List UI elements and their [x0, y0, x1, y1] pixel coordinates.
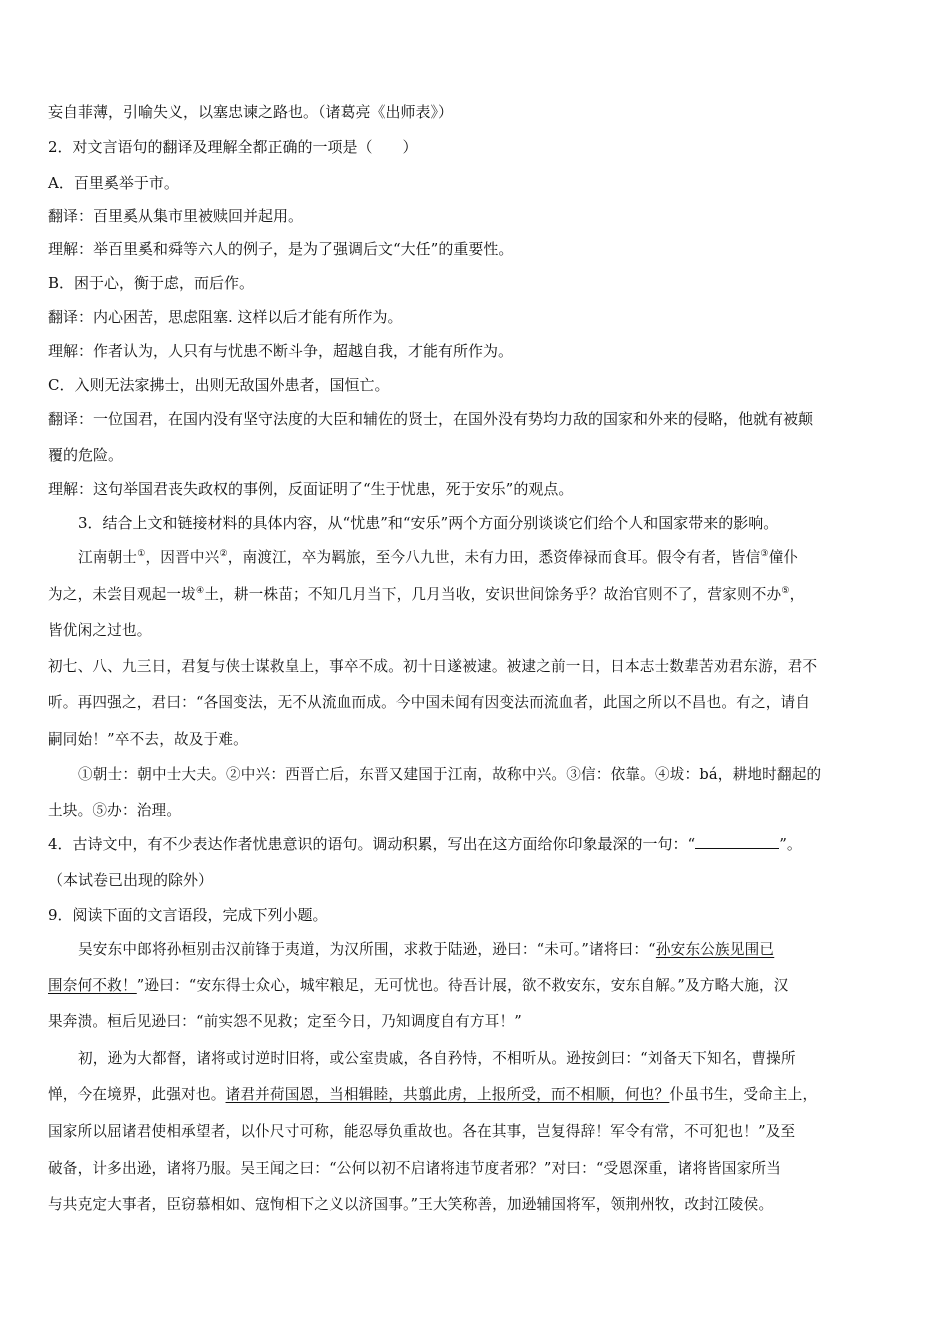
option-a-understanding: 理解：举百里奚和舜等六人的例子，是为了强调后文“大任”的重要性。 [48, 240, 514, 258]
question-4 [48, 833, 802, 854]
question-4-close: ”。 [779, 835, 802, 853]
classical-passage-line: 国家所以屈诸君使相承望者，以仆尺寸可称，能忍辱负重故也。各在其事，岂复得辞！军令有常，不可犯也！”及至 [48, 1123, 796, 1140]
option-c: C．入则无法家拂士，出则无敌国外患者，国恒亡。 [48, 376, 390, 394]
underlined-sentence: 孙安东公族见围已 [655, 941, 775, 958]
classical-passage-line [48, 974, 789, 995]
classical-passage-line: 破备，计多出逊，诸将乃服。吴王闻之曰：“公何以初不启诸将违节度者邪？”对曰：“受恩深重，诸将皆国家所当 [48, 1160, 782, 1177]
option-b-translation: 翻译：内心困苦，思虑阻塞. 这样以后才能有所作为。 [48, 308, 403, 326]
text-line: 妄自菲薄，引喻失义，以塞忠谏之路也。（诸葛亮《出师表》） [48, 103, 454, 121]
annotation-notes-cont: 土块。⑤办：治理。 [48, 802, 182, 819]
passage-text: 吴安东中郎将孙桓别击汉前锋于夷道，为汉所围，求救于陆逊，逊曰：“未可。”诸将曰：“ [78, 941, 656, 958]
underlined-sentence: 诸君并荷国恩，当相辑睦，共翦此虏，上报所受，而不相顺，何也？ [225, 1086, 670, 1103]
question-9: 9．阅读下面的文言语段，完成下列小题。 [48, 906, 328, 924]
passage-2-line: 听。再四强之，君曰：“各国变法，无不从流血而成。今中国未闻有因变法而流血者，此国之所以不昌也。有之，请自 [48, 694, 811, 711]
classical-passage-line [78, 938, 774, 959]
question-4-note: （本试卷已出现的除外） [48, 871, 214, 889]
classical-passage-line: 与共克定大事者，臣窃慕相如、寇恂相下之义以济国事。”王大笑称善，加逊辅国将军，领荆州牧，改封江陵侯。 [48, 1196, 774, 1213]
passage-2-line: 嗣同始！”卒不去，故及于难。 [48, 731, 248, 748]
question-4-text: 4．古诗文中，有不少表达作者忧患意识的语句。调动积累，写出在这方面给你印象最深的一句：“ [48, 835, 696, 853]
passage-text: ”逊曰：“安东得士众心，城牢粮足，无可忧也。待吾计展，欲不救安东，安东自解。”及方略大施，汉 [136, 977, 789, 994]
passage-text: 惮，今在境界，此强对也。 [48, 1086, 226, 1103]
option-b: B．困于心，衡于虑，而后作。 [48, 274, 255, 292]
annotation-notes: ①朝士：朝中士大夫。②中兴：西晋亡后，东晋又建国于江南，故称中兴。③信：依靠。④坺：bá，耕地时翻起的 [78, 766, 822, 783]
question-2: 2．对文言语句的翻译及理解全都正确的一项是（ ） [48, 138, 418, 156]
classical-passage-line [48, 1083, 817, 1104]
option-c-translation-cont: 覆的危险。 [48, 446, 124, 464]
option-c-translation: 翻译：一位国君，在国内没有坚守法度的大臣和辅佐的贤士，在国外没有势均力敌的国家和外来的侵略，他就有被颠 [48, 410, 814, 428]
passage-1-line: 为之，未尝目观起一坺④土，耕一株苗；不知几月当下，几月当收，安识世间馀务乎？故治官则不了，营家则不办⑤， [48, 586, 805, 603]
option-a-translation: 翻译：百里奚从集市里被赎回并起用。 [48, 207, 304, 225]
passage-text: 仆虽书生，受命主上， [669, 1086, 818, 1103]
passage-2-line: 初七、八、九三日，君复与侠士谋救皇上，事卒不成。初十日遂被逮。被逮之前一日，日本志士数辈苦劝君东游，君不 [48, 658, 818, 675]
passage-1-line: 皆优闲之过也。 [48, 622, 152, 639]
question-3: 3．结合上文和链接材料的具体内容，从“忧患”和“安乐”两个方面分别谈谈它们给个人和国家带来的影响。 [78, 514, 779, 532]
option-b-understanding: 理解：作者认为，人只有与忧患不断斗争，超越自我，才能有所作为。 [48, 342, 514, 360]
passage-1-line: 江南朝士①，因晋中兴②，南渡江，卒为羁旅，至今八九世，未有力田，悉资俸禄而食耳。假令有者，皆信③僮仆 [78, 549, 799, 566]
answer-blank[interactable] [695, 836, 779, 849]
classical-passage-line: 果奔溃。桓后见逊曰：“前实怨不见救；定至今日，乃知调度自有方耳！” [48, 1013, 522, 1030]
underlined-sentence: 围奈何不救！ [48, 977, 137, 994]
classical-passage-line: 初，逊为大都督，诸将或讨逆时旧将，或公室贵戚，各自矜恃，不相听从。逊按剑曰：“刘备天下知名，曹操所 [78, 1050, 796, 1067]
option-c-understanding: 理解：这句举国君丧失政权的事例，反面证明了“生于忧患，死于安乐”的观点。 [48, 480, 574, 498]
option-a: A．百里奚举于市。 [48, 174, 179, 192]
